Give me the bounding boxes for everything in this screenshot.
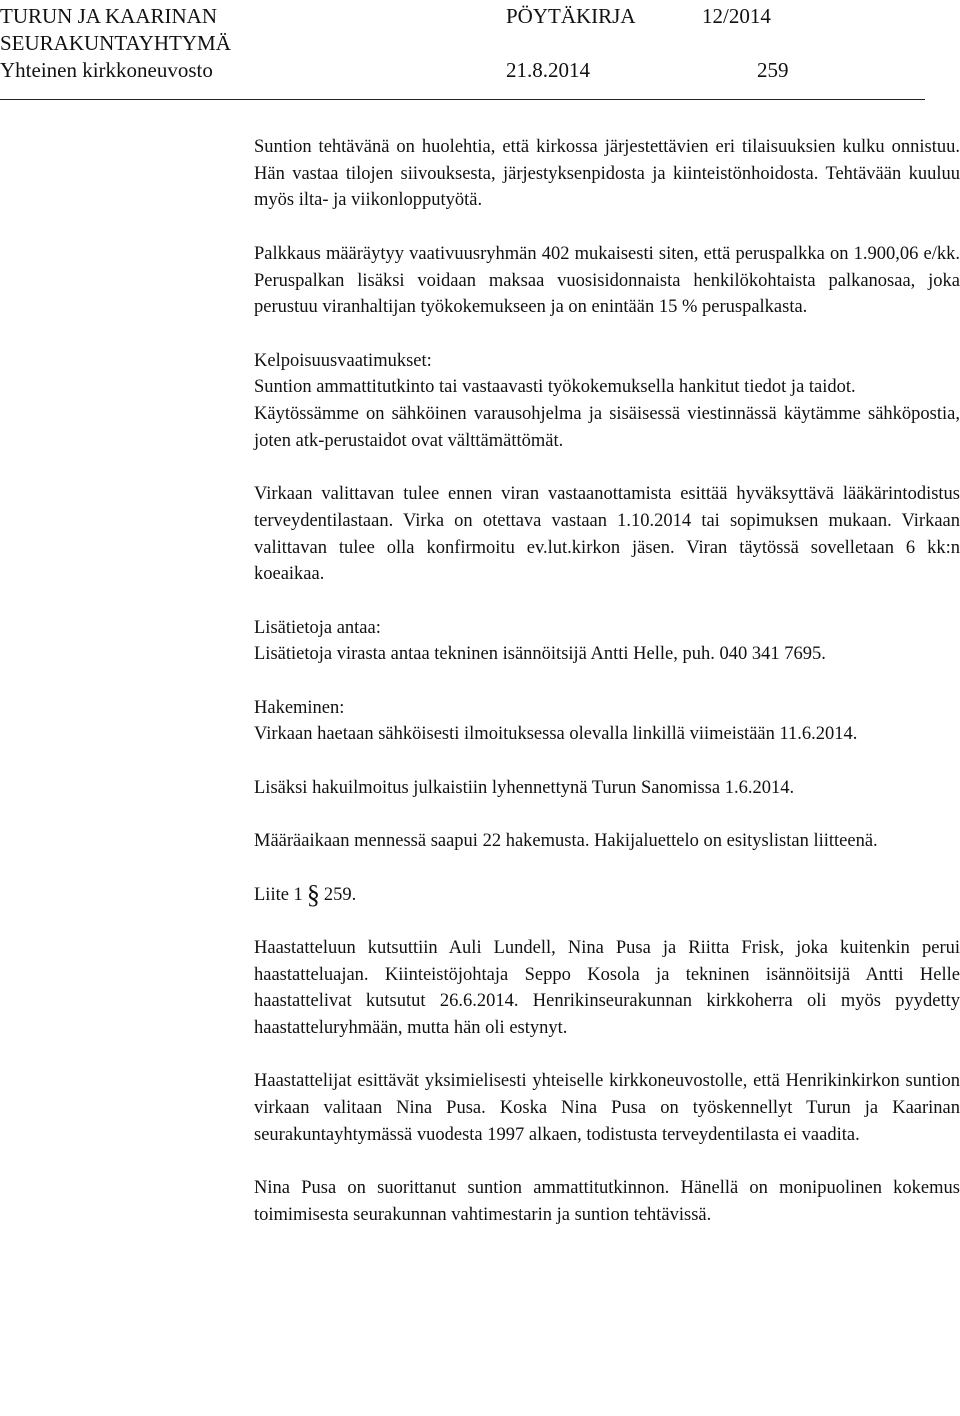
more-info-block [254,615,960,668]
paragraph-it-skills: Käytössämme on sähköinen varausohjelma ja sisäisessä viestinnässä käytämme sähköpostia, joten atk-perustaidot ovat välttämättömät. [254,404,960,451]
more-info-text: Lisätietoja virasta antaa tekninen isännöitsijä Antti Helle, puh. 040 341 7695. [254,644,826,665]
attachment-number: 259. [323,884,357,905]
application-text: Virkaan haetaan sähköisesti ilmoituksessa olevalla linkillä viimeistään 11.6.2014. [254,724,858,745]
paragraph-interviews: Haastatteluun kutsuttiin Auli Lundell, Nina Pusa ja Riitta Frisk, joka kuitenkin perui haastatteluajan. Kiinteistöjohtaja Seppo Kosola ja tekninen isännöitsijä Antti Helle haastattelivat kutsutut 26.6.2014. Henrikinseurakunnan kirkkoherra oli myös pyydetty haastatteluryhmään, mutta hän oli estynyt. [254,937,960,1039]
paragraph-newspaper-ad: Lisäksi hakuilmoitus julkaistiin lyhennettynä Turun Sanomissa 1.6.2014. [254,777,795,798]
paragraph-health-certificate: Virkaan valittavan tulee ennen viran vastaanottamista esittää hyväksyttävä lääkärintodistus terveydentilastaan. Virka on otettava vastaan 1.10.2014 tai sopimuksen mukaan. Virkaan valittavan tulee olla konfirmoitu ev.lut.kirkon jäsen. Viran täytössä sovelletaan 6 kk:n koeaikaa. [254,484,960,585]
attachment-reference [254,879,960,909]
paragraph-proposal: Haastattelijat esittävät yksimielisesti yhteiselle kirkkoneuvostolle, että Henrikinkirkon suntion virkaan valitaan Nina Pusa. Koska Nina Pusa on työskennellyt Turun ja Kaarinan seurakuntayhtymässä vuodesta 1997 alkaen, todistusta terveydentilasta ei vaadita. [254,1071,960,1145]
document-type: PÖYTÄKIRJA [506,4,636,28]
section-number: 259 [757,58,789,82]
qualifications-heading: Kelpoisuusvaatimukset: [254,350,432,371]
qualifications-block [254,348,960,401]
document-number: 12/2014 [702,4,771,28]
org-name-line2: SEURAKUNTAYHTYMÄ [0,31,231,55]
document-body [254,134,960,1255]
paragraph-salary: Palkkaus määräytyy vaativuusryhmän 402 mukaisesti siten, että peruspalkka on 1.900,06 e/kk. Peruspalkan lisäksi voidaan maksaa vuosisidonnaista henkilökohtaista palkanosaa, joka perustuu viranhaltijan työkokemukseen ja on enintään 15 % peruspalkasta. [254,243,960,318]
section-sign: § [306,879,320,909]
meeting-body-name: Yhteinen kirkkoneuvosto [0,58,213,82]
header-divider [0,99,925,100]
paragraph-experience: Nina Pusa on suorittanut suntion ammattitutkinnon. Hänellä on monipuolinen kokemus toimimisesta seurakunnan vahtimestarin ja suntion tehtävissä. [254,1178,960,1225]
paragraph-duties: Suntion tehtävänä on huolehtia, että kirkossa järjestettävien eri tilaisuuksien kulku onnistuu. Hän vastaa tilojen siivouksesta, järjestyksenpidosta ja kiinteistönhoidosta. Tehtävään kuuluu myös ilta- ja viikonlopputyötä. [254,137,960,211]
qualifications-text: Suntion ammattitutkinto tai vastaavasti työkokemuksella hankitut tiedot ja taidot. [254,377,856,398]
meeting-date: 21.8.2014 [506,58,590,82]
document-header [0,0,960,110]
paragraph-applications-received: Määräaikaan mennessä saapui 22 hakemusta. Hakijaluettelo on esityslistan liitteenä. [254,831,878,852]
application-heading: Hakeminen: [254,697,345,718]
application-block [254,695,960,748]
more-info-heading: Lisätietoja antaa: [254,617,381,638]
attachment-prefix: Liite 1 [254,884,303,905]
org-name-line1: TURUN JA KAARINAN [0,4,218,28]
